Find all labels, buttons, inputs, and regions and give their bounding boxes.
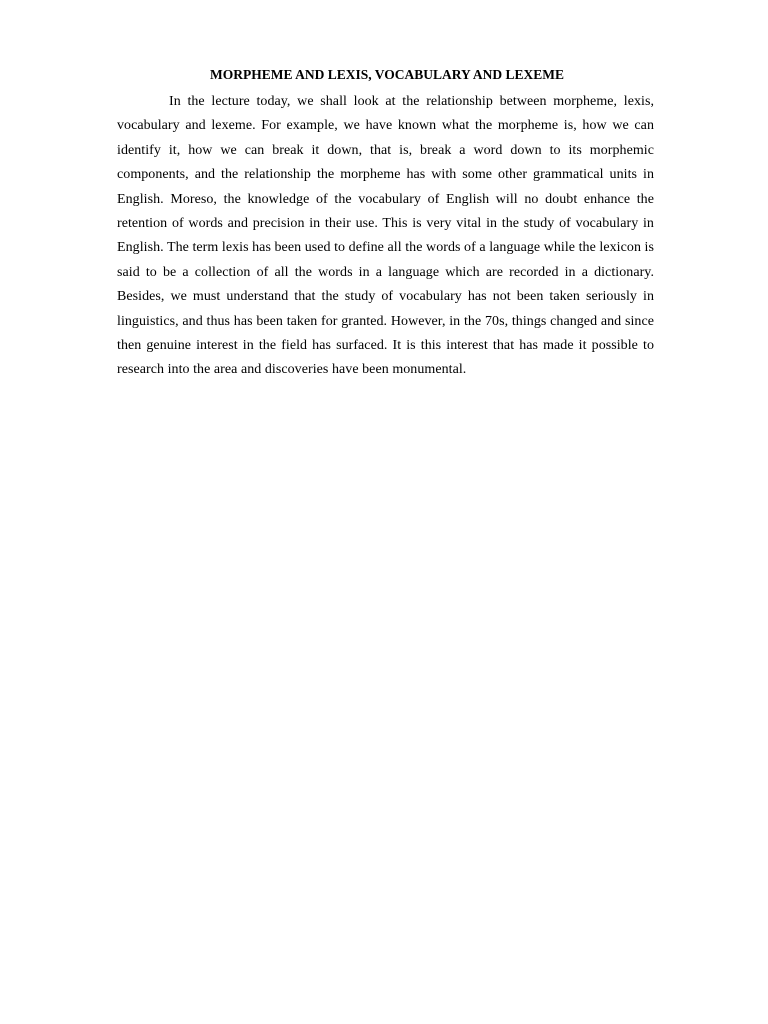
- document-title: MORPHEME AND LEXIS, VOCABULARY AND LEXEME: [209, 67, 565, 82]
- body-paragraph: In the lecture today, we shall look at the relationship between morpheme, lexis, vocabulary and lexeme. For example, we have known what the morpheme is, how we can identify it, how we can break it down, that is, break a word down to its morphemic components, and the relationship the morpheme has with some other grammatical units in English. Moreso, the knowledge of the vocabulary of English will no doubt enhance the retention of words and precision in their use. This is very vital in the study of vocabulary in English. The term lexis has been used to define all the words of a language while the lexicon is said to be a collection of all the words in a language which are recorded in a dictionary. Besides, we must understand that the study of vocabulary has not been taken seriously in linguistics, and thus has been taken for granted. However, in the 70s, things changed and since then genuine interest in the field has surfaced. It is this interest that has made it possible to research into the area and discoveries have been monumental.: [117, 94, 654, 378]
